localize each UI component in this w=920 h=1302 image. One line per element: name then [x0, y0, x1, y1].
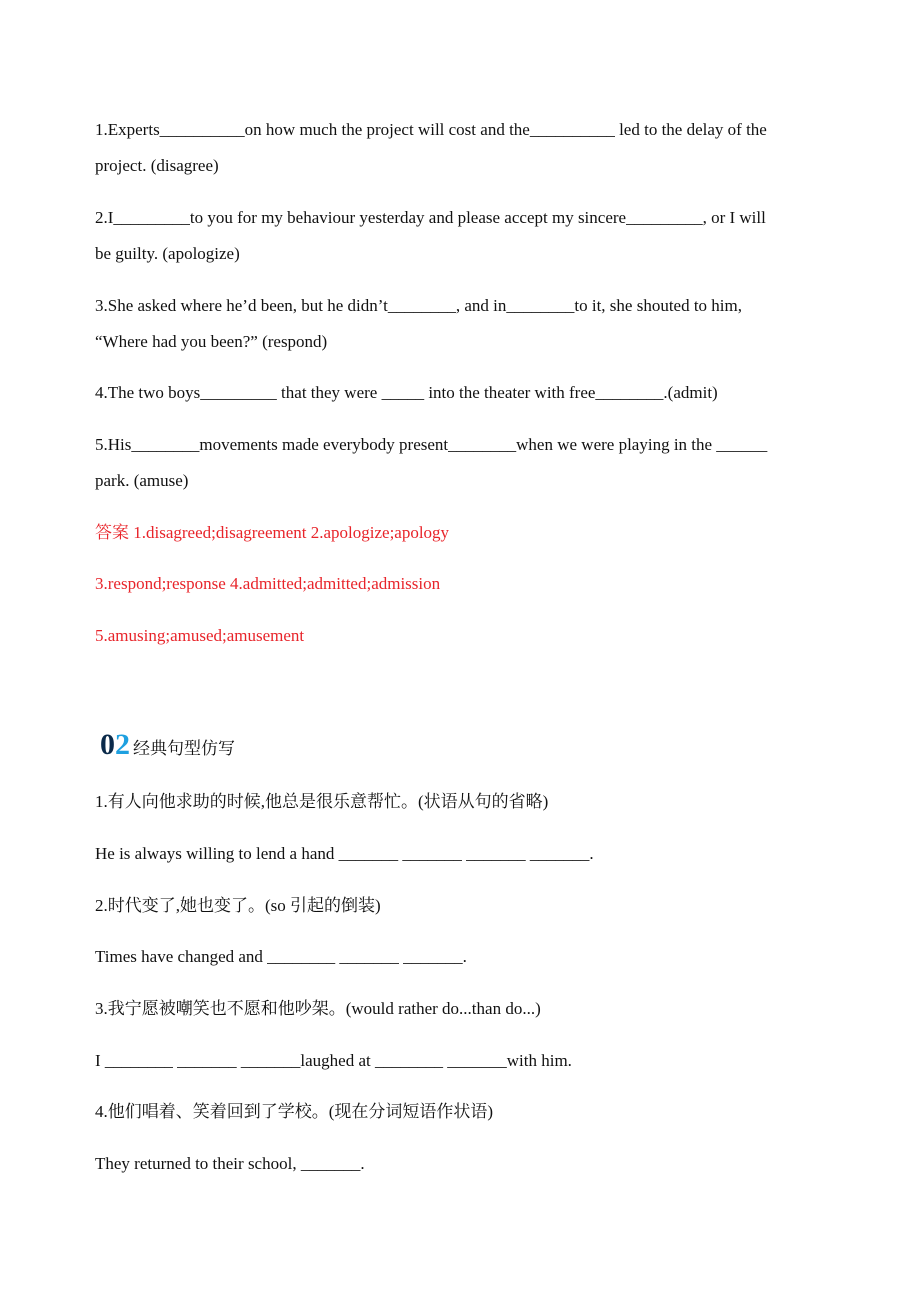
- sentence-2-answer-line: Times have changed and ________ _______ _______.: [95, 947, 467, 966]
- exercise-2-line-1: 2.I_________to you for my behaviour yesterday and please accept my sincere_________, or I will: [95, 208, 766, 227]
- answer-line-1: 答案 1.disagreed;disagreement 2.apologize;apology: [95, 523, 450, 542]
- sentence-3-prompt: 3.我宁愿被嘲笑也不愿和他吵架。(would rather do...than do...): [95, 999, 541, 1018]
- exercise-1-line-1: 1.Experts__________on how much the project will cost and the__________ led to the delay of the: [95, 120, 767, 139]
- section-2-title: 经典句型仿写: [133, 739, 235, 759]
- exercise-3-line-1: 3.She asked where he’d been, but he didn’t________, and in________to it, she shouted to him,: [95, 296, 743, 315]
- section-number-first: 0: [100, 728, 115, 761]
- exercise-2-line-2: be guilty. (apologize): [95, 244, 240, 263]
- answer-line-2: 3.respond;response 4.admitted;admitted;admission: [95, 574, 441, 593]
- section-number-second: 2: [115, 728, 130, 761]
- exercise-5-line-1: 5.His________movements made everybody present________when we were playing in the ______: [95, 435, 768, 454]
- answer-line-3: 5.amusing;amused;amusement: [95, 626, 305, 645]
- sentence-1-answer-line: He is always willing to lend a hand _______ _______ _______ _______.: [95, 844, 594, 863]
- sentence-2-prompt: 2.时代变了,她也变了。(so 引起的倒装): [95, 896, 381, 915]
- sentence-4-prompt: 4.他们唱着、笑着回到了学校。(现在分词短语作状语): [95, 1102, 494, 1121]
- sentence-3-answer-line: I ________ _______ _______laughed at ________ _______with him.: [95, 1051, 572, 1070]
- section-2-heading: [100, 726, 235, 760]
- exercise-1-line-2: project. (disagree): [95, 156, 219, 175]
- exercise-4-line-1: 4.The two boys_________ that they were _____ into the theater with free________.(admit): [95, 383, 718, 402]
- exercise-3-line-2: “Where had you been?” (respond): [95, 332, 328, 351]
- sentence-1-prompt: 1.有人向他求助的时候,他总是很乐意帮忙。(状语从句的省略): [95, 792, 549, 811]
- exercise-5-line-2: park. (amuse): [95, 471, 189, 490]
- sentence-4-answer-line: They returned to their school, _______.: [95, 1154, 365, 1173]
